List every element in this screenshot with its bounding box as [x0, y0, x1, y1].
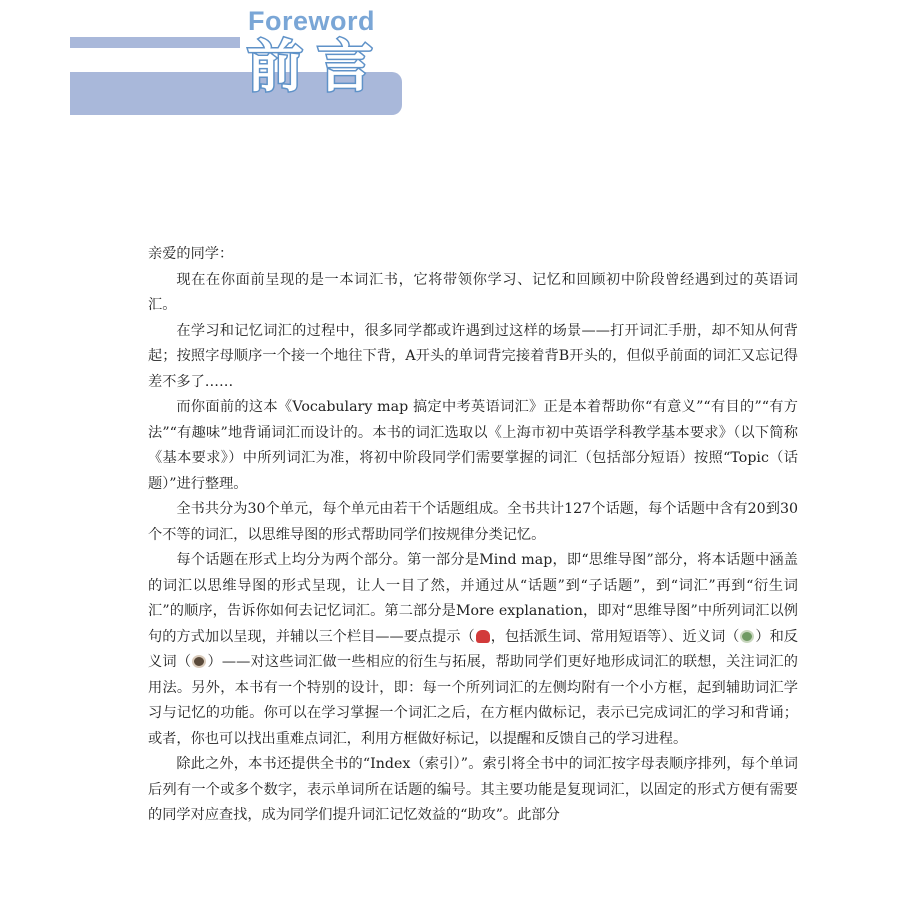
- salutation: 亲爱的同学：: [148, 246, 234, 262]
- car-icon: [476, 630, 490, 643]
- antonym-cup-icon: [192, 655, 206, 668]
- paragraph-4: 全书共分为30个单元，每个单元由若干个话题组成。全书共计127个话题，每个话题中含有20到30个不等的词汇，以思维导图的形式帮助同学们按规律分类记忆。: [148, 501, 798, 543]
- paragraph-2: 在学习和记忆词汇的过程中，很多同学都或许遇到过这样的场景——打开词汇手册，却不知从何背起；按照字母顺序一个接一个地往下背，A开头的单词背完接着背B开头的，但似乎前面的词汇又忘记得差不多了……: [148, 322, 798, 390]
- paragraph-5-part-a: 每个话题在形式上均分为两个部分。第一部分是Mind map，即“思维导图”部分，将本话题中涵盖的词汇以思维导图的形式呈现，让人一目了然，并通过从“话题”到“子话题”，到“词汇”再到“衍生词汇”的顺序，告诉你如何去记忆词汇。第二部分是More explanation，即对“思维导图”中所列词汇以例句的方式加以呈现，并辅以三个栏目——要点提示（: [148, 552, 798, 645]
- paragraph-1: 现在在你面前呈现的是一本词汇书，它将带领你学习、记忆和回顾初中阶段曾经遇到过的英语词汇。: [148, 271, 798, 313]
- page-header: [0, 0, 900, 130]
- header-thin-bar: [70, 37, 240, 48]
- foreword-body: [148, 242, 798, 829]
- paragraph-5: [148, 548, 798, 752]
- synonym-cup-icon: [740, 630, 754, 643]
- title-chinese: 前言: [247, 35, 387, 100]
- paragraph-5-part-b: ，包括派生词、常用短语等）、近义词（: [490, 628, 740, 645]
- paragraph-3: 而你面前的这本《Vocabulary map 搞定中考英语词汇》正是本着帮助你“有意义”“有目的”“有方法”“有趣味”地背诵词汇而设计的。本书的词汇选取以《上海市初中英语学科教学基本要求》（以下简称《基本要求》）中所列词汇为准，将初中阶段同学们需要掌握的词汇（包括部分短语）按照“Topic（话题）”进行整理。: [148, 399, 798, 492]
- paragraph-6: 除此之外，本书还提供全书的“Index（索引）”。索引将全书中的词汇按字母表顺序排列，每个单词后列有一个或多个数字，表示单词所在话题的编号。其主要功能是复现词汇，以固定的形式方便有需要的同学对应查找，成为同学们提升词汇记忆效益的“助攻”。此部分: [148, 756, 798, 823]
- paragraph-5-part-d: ）——对这些词汇做一些相应的衍生与拓展，帮助同学们更好地形成词汇的联想，关注词汇的用法。另外，本书有一个特别的设计，即：每一个所列词汇的左侧均附有一个小方框，起到辅助词汇学习与记忆的功能。你可以在学习掌握一个词汇之后，在方框内做标记，表示已完成词汇的学习和背诵；或者，你也可以找出重难点词汇，利用方框做好标记，以提醒和反馈自己的学习进程。: [148, 654, 798, 747]
- paragraph-5-part-c: ）和反义词（: [148, 628, 798, 670]
- title-english: Foreword: [248, 6, 376, 36]
